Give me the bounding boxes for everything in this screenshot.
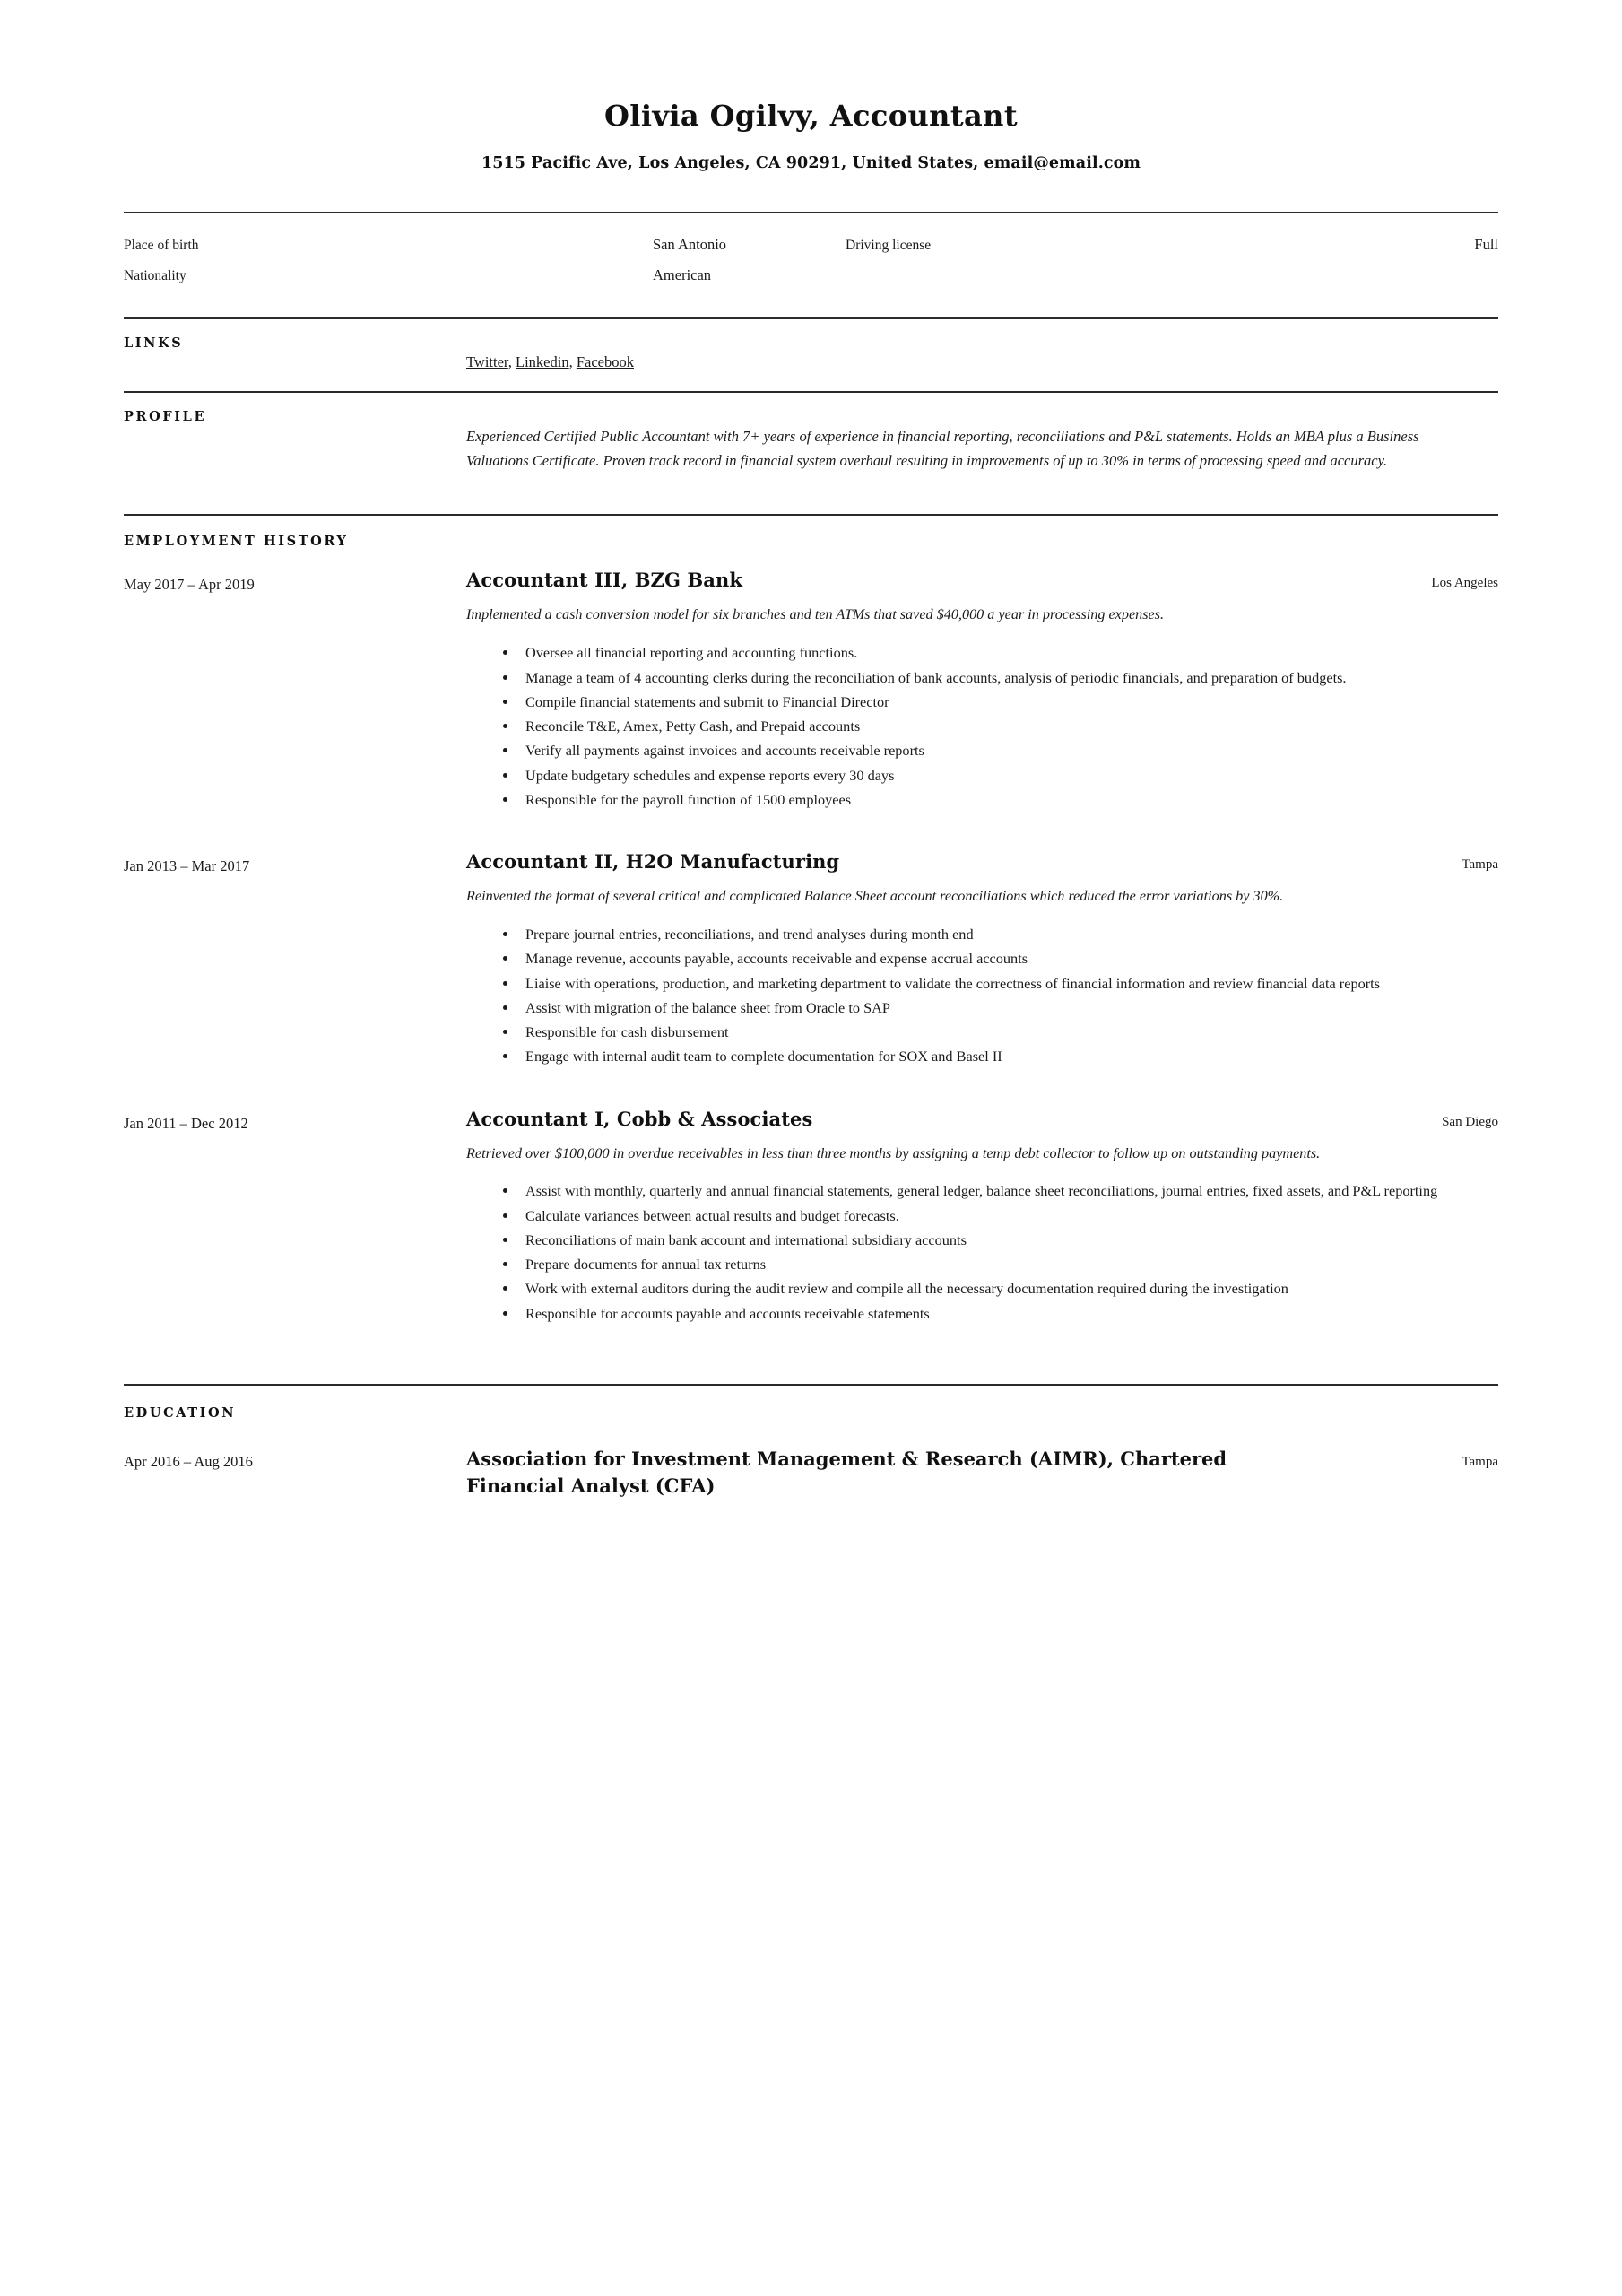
list-item: • Responsible for cash disbursement <box>518 1021 1498 1043</box>
link-separator: , <box>568 353 573 371</box>
education-body <box>466 1446 1498 1500</box>
education-dates: Apr 2016 – Aug 2016 <box>124 1452 253 1470</box>
job-summary: Reinvented the format of several critical and complicated Balance Sheet account reconciliations which reduced the error variations by 30%. <box>466 888 1284 905</box>
job-summary: Implemented a cash conversion model for six branches and ten ATMs that saved $40,000 a year in processing expenses. <box>466 606 1165 623</box>
job-bullets <box>466 641 1498 811</box>
list-item: • Responsible for accounts payable and accounts receivable statements <box>518 1302 1498 1325</box>
section-title-profile: PROFILE <box>124 409 207 425</box>
link-linkedin[interactable]: Linkedin <box>516 353 569 371</box>
profile-title-col <box>124 409 466 424</box>
job-city: Tampa <box>1462 857 1498 873</box>
education-entry <box>124 1446 1498 1500</box>
job-body <box>466 850 1498 1069</box>
job-title: Accountant I, Cobb & Associates <box>466 1107 813 1130</box>
list-item: • Prepare journal entries, reconciliations, and trend analyses during month end <box>518 923 1498 945</box>
job-dates: Jan 2011 – Dec 2012 <box>124 1114 248 1132</box>
job-summary: Retrieved over $100,000 in overdue receivables in less than three months by assigning a temp debt collector to follow up on outstanding payments. <box>466 1144 1321 1161</box>
link-separator: , <box>507 353 512 371</box>
job-city: Los Angeles <box>1431 576 1498 591</box>
list-item: • Liaise with operations, production, and marketing department to validate the correctness of financial information and review financial data reports <box>518 972 1498 995</box>
links-title-col <box>124 335 466 351</box>
detail-row <box>124 233 1498 257</box>
section-title-education: EDUCATION <box>124 1405 237 1421</box>
employment-section <box>124 516 1498 1326</box>
job-header <box>466 1108 1498 1130</box>
education-city: Tampa <box>1462 1454 1498 1469</box>
education-title: Association for Investment Management & Research (AIMR), Chartered Financial Analyst (CFA) <box>466 1447 1227 1498</box>
profile-body <box>466 409 1498 514</box>
list-item: • Reconciliations of main bank account and international subsidiary accounts <box>518 1229 1498 1251</box>
list-item: • Manage a team of 4 accounting clerks during the reconciliation of bank accounts, analysis of periodic financials, and preparation of budgets. <box>518 666 1498 689</box>
job-bullets <box>466 923 1498 1068</box>
employment-entry <box>124 850 1498 1069</box>
link-twitter[interactable]: Twitter <box>466 353 508 371</box>
list-item: • Manage revenue, accounts payable, accounts receivable and expense accrual accounts <box>518 947 1498 970</box>
job-body <box>466 1108 1498 1326</box>
profile-section <box>124 393 1498 514</box>
list-item: • Responsible for the payroll function of 1500 employees <box>518 788 1498 811</box>
list-item: • Calculate variances between actual results and budget forecasts. <box>518 1205 1498 1227</box>
list-item: • Work with external auditors during the audit review and compile all the necessary documentation required during the investigation <box>518 1277 1498 1300</box>
job-header <box>466 569 1498 591</box>
page-title: Olivia Ogilvy, Accountant <box>603 99 1018 133</box>
profile-text: Experienced Certified Public Accountant with 7+ years of experience in financial reporting, reconciliations and P&L statements. Holds an MBA plus a Business Valuations Certificate. Proven track record in financial system overhaul resulting in improvements of up to 30% in terms of processing speed and accuracy. <box>466 428 1419 469</box>
birth-value: San Antonio <box>653 236 727 253</box>
license-label: Driving license <box>846 238 932 253</box>
list-item: • Compile financial statements and submit to Financial Director <box>518 691 1498 713</box>
list-item: • Update budgetary schedules and expense reports every 30 days <box>518 764 1498 787</box>
links-section <box>124 319 1498 391</box>
nationality-label: Nationality <box>124 268 186 284</box>
detail-row <box>124 264 1498 287</box>
job-body <box>466 569 1498 813</box>
list-item: • Prepare documents for annual tax returns <box>518 1253 1498 1275</box>
list-item: • Assist with monthly, quarterly and annual financial statements, general ledger, balance sheet reconciliations, journal entries, fixed assets, and P&L reporting <box>518 1179 1498 1202</box>
birth-label: Place of birth <box>124 238 199 253</box>
job-city: San Diego <box>1442 1114 1498 1129</box>
license-value: Full <box>1474 236 1498 253</box>
list-item: • Oversee all financial reporting and accounting functions. <box>518 641 1498 664</box>
links-list <box>466 335 1498 391</box>
section-title-employment: EMPLOYMENT HISTORY <box>124 534 349 550</box>
job-title: Accountant III, BZG Bank <box>466 569 742 592</box>
education-section <box>124 1386 1498 1500</box>
list-item: • Assist with migration of the balance sheet from Oracle to SAP <box>518 996 1498 1019</box>
contact-line: 1515 Pacific Ave, Los Angeles, CA 90291, United States, email@email.com <box>481 154 1141 172</box>
employment-entry <box>124 1108 1498 1326</box>
personal-details <box>124 213 1498 317</box>
job-dates: Jan 2013 – Mar 2017 <box>124 857 250 875</box>
job-bullets <box>466 1179 1498 1325</box>
list-item: • Reconcile T&E, Amex, Petty Cash, and Prepaid accounts <box>518 715 1498 737</box>
job-header <box>466 850 1498 873</box>
job-title: Accountant II, H2O Manufacturing <box>466 850 840 874</box>
list-item: • Engage with internal audit team to complete documentation for SOX and Basel II <box>518 1045 1498 1067</box>
link-facebook[interactable]: Facebook <box>576 353 634 371</box>
job-dates: May 2017 – Apr 2019 <box>124 576 255 594</box>
document-header <box>124 99 1498 172</box>
employment-entry <box>124 569 1498 813</box>
nationality-value: American <box>653 266 712 284</box>
list-item: • Verify all payments against invoices and accounts receivable reports <box>518 739 1498 761</box>
section-title-links: LINKS <box>124 335 184 352</box>
